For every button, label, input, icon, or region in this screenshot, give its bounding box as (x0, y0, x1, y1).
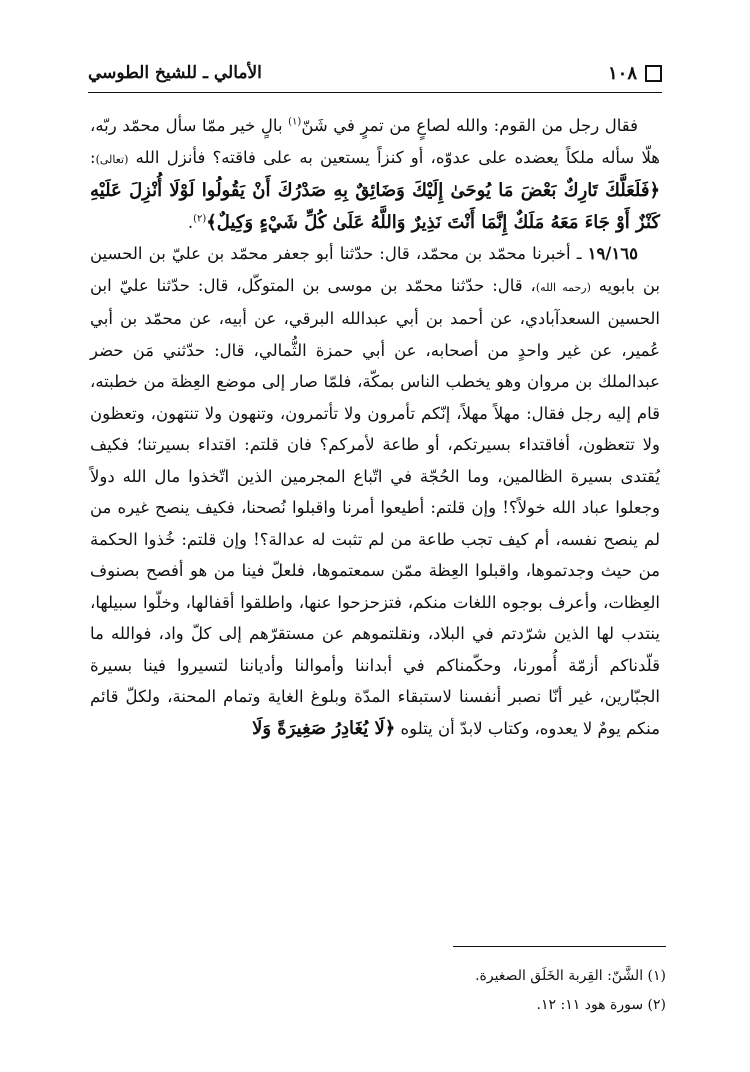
paragraph-1-text-2: بالٍ خير ممّا سأل محمّد ربّه، هلّا سأله ملكاً يعضده على عدوّه، أو كنزاً يستعين به على فاقته؟ فأنزل الله (90, 116, 660, 167)
footnote-ref-1: (١) (288, 116, 302, 128)
paragraph-1 (90, 110, 660, 238)
quran-verse-1: ﴿فَلَعَلَّكَ تَارِكٌ بَعْضَ مَا يُوحَىٰ إِلَيْكَ وَضَائِقٌ بِهِ صَدْرُكَ أَنْ يَقُولُوا لَوْلَا أُنْزِلَ عَلَيْهِ كَنْزٌ أَوْ جَاءَ مَعَهُ مَلَكٌ إِنَّمَا أَنْتَ نَذِيرٌ وَاللَّهُ عَلَىٰ كُلِّ شَيْءٍ وَكِيلٌ﴾ (90, 180, 660, 233)
rahimahu-honorific: (رحمه الله) (535, 280, 591, 294)
header-divider (88, 92, 662, 93)
paragraph-2-text-b: ، قال: حدّثنا محمّد بن موسى بن المتوكّل، قال: حدّثنا عليّ ابن الحسين السعدآبادي، عن أحمد بن أبي عبدالله البرقي، عن أبيه، عن محمّد بن أبي عُمير، عن غير واحدٍ من أصحابه، عن أبي حمزة الثُّمالي، قال: حدّثني مَن حضر عبدالملك بن مروان وهو يخطب الناس بمكّة، فلمّا صار إلى موضع العِظة من خطبته، قام إليه رجل فقال: مهلاً مهلاً، إنّكم تأمرون ولا تأتمرون، وتنهون ولا تنتهون، وتعظون ولا تتعظون، أفاقتداء بسيرتكم، أو طاعة لأمركم؟ فان قلتم: اقتداء بسيرتنا؛ فكيف يُقتدى بسيرة الظالمين، وما الحُجّة في اتّباع المجرمين الذين اتّخذوا مال الله دولاً وجعلوا عباد الله خولاً؟! وإن قلتم: أطيعوا أمرنا واقبلوا نُصحنا، فكيف ينصح غيره من لم ينصح نفسه، أم كيف تجب طاعة من لم تثبت له عدالة؟! وإن قلتم: خُذوا الحكمة من حيث وجدتموها، واقبلوا العِظة ممّن سمعتموها، فلعلّ فينا من هو أفصح بصنوف العِظات، وأعرف بوجوه اللغات منكم، فتزحزحوا عنها، واطلقوا أقفالها، وخلّوا سبيلها، ينتدب لها الذين شرّدتم في البلاد، ونقلتموهم عن مستقرّهم إلى كلّ واد، فوالله ما قلّدناكم أزمّة أُمورنا، وحكّمناكم في أبداننا وأموالنا وأدياننا لتسيروا فينا بسيرة الجبّارين، غير أنّا نصبر أنفسنا لاستبقاء المدّة وبلوغ الغاية وتمام المحنة، ولكلّ قائم منكم يومٌ لا يعدوه، وكتاب لابدّ أن يتلوه (90, 275, 660, 738)
paragraph-2-text-a: ـ أخبرنا محمّد بن محمّد، قال: حدّثنا أبو جعفر محمّد بن عليّ بن الحسين بن بابويه (90, 244, 660, 295)
colon: : (90, 147, 96, 167)
square-marker-icon (645, 65, 662, 82)
quran-verse-2: ﴿لَا يُغَادِرُ صَغِيرَةً وَلَا (252, 717, 396, 739)
hadith-number: ١٩/١٦٥ (587, 244, 638, 263)
paragraph-2 (90, 238, 660, 744)
footnote-2: (٢) سورة هود ١١: ١٢. (536, 997, 666, 1013)
running-title: الأمالي ـ للشيخ الطوسي (88, 63, 262, 83)
footnote-1: (١) الشَّنّ: القِربة الخَلَق الصغيرة. (475, 968, 666, 984)
page-header (88, 56, 662, 90)
main-text (90, 110, 660, 744)
footnote-divider (453, 946, 666, 947)
taala-honorific: (تعالى) (95, 152, 129, 166)
paragraph-1-text: فقال رجل من القوم: والله لصاعٍ من تمرٍ في شَنّ (301, 116, 639, 135)
page-number (608, 63, 662, 84)
page-number-value: ١٠٨ (607, 62, 637, 84)
footnotes (90, 962, 666, 1020)
period: . (187, 212, 194, 232)
footnote-ref-2: (٢) (193, 213, 207, 224)
